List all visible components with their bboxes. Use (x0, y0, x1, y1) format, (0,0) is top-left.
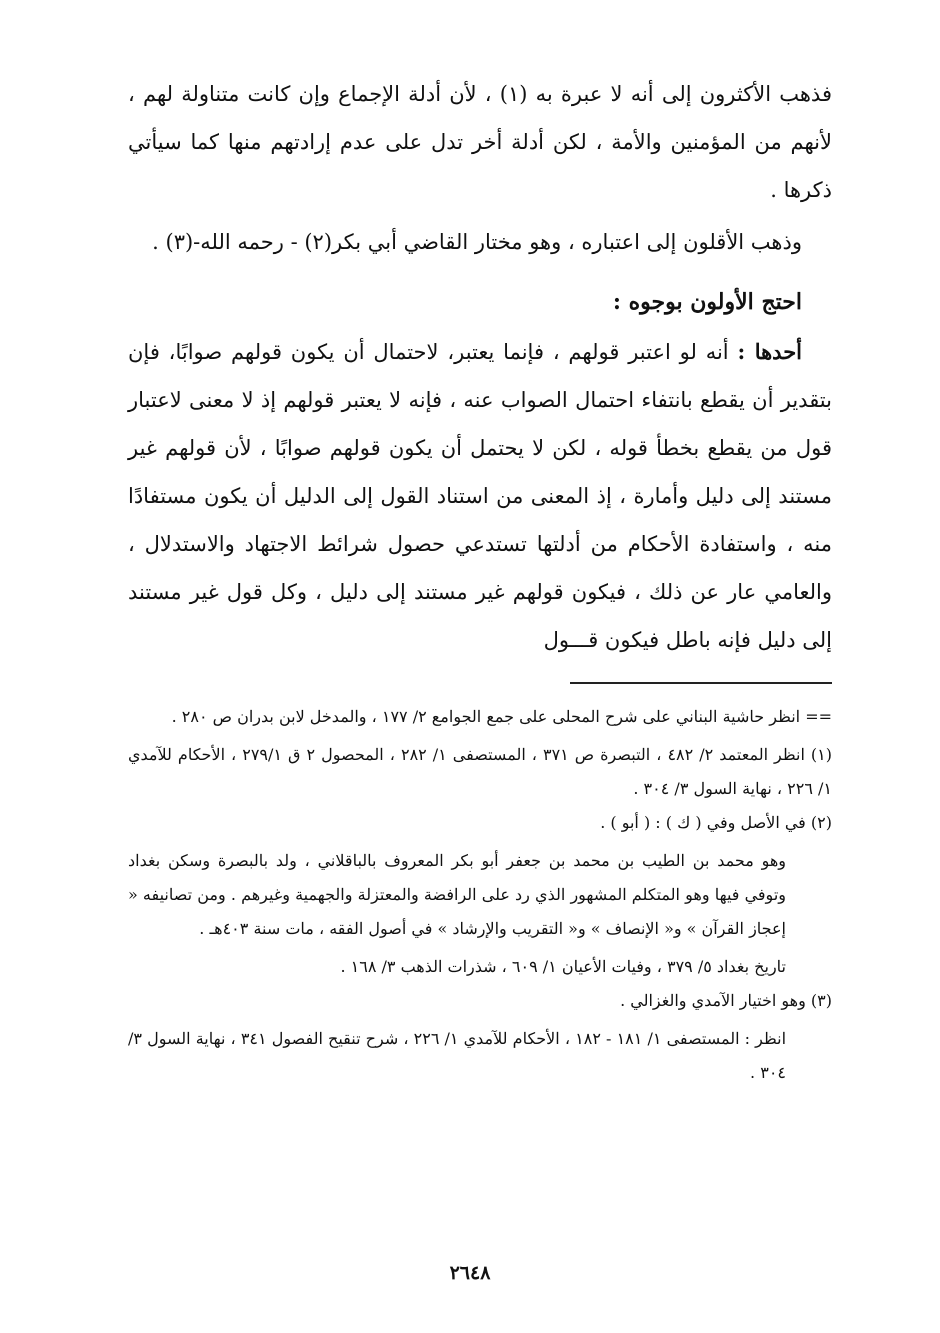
paragraph-3-body: أنه لو اعتبر قولهم ، فإنما يعتبر، لاحتمال أن يكون قولهم صوابًا، فإن بتقدير أن يقطع بانتفاء احتمال الصواب عنه ، فإنه لا يعتبر قولهم إذ لا معنى لاعتبار قول من يقطع بخطأ قوله ، لكن لا يحتمل أن يكون قولهم صوابًا ، لأن قولهم غير مستند إلى دليل وأمارة ، إذ المعنى من استناد القول إلى الدليل أن يكون مستفادًا منه ، واستفادة الأحكام من أدلتها تستدعي حصول شرائط الاجتهاد والاستدلال ، والعامي عار عن ذلك ، فيكون قولهم غير مستند إلى دليل ، وكل قول غير مستند إلى دليل فإنه باطل فيكون قـــول (128, 340, 832, 652)
paragraph-1: فذهب الأكثرون إلى أنه لا عبرة به (١) ، لأن أدلة الإجماع وإن كانت متناولة لهم ، لأنهم من المؤمنين والأمة ، لكن أدلة أخر تدل على عدم إرادتهم منها كما سيأتي ذكرها . (128, 82, 832, 202)
footnote-2-body: وهو محمد بن الطيب بن محمد بن جعفر أبو بكر المعروف بالباقلاني ، ولد بالبصرة وسكن بغداد وتوفي فيها وهو المتكلم المشهور الذي رد على الرافضة والمعتزلة والجهمية وغيرهم . ومن تصانيفه « إعجاز القرآن » و« الإنصاف » و« التقريب والإرشاد » في أصول الفقه ، مات سنة ٤٠٣هـ . (128, 851, 787, 938)
document-page (128, 70, 832, 1090)
footnote-3-ref: انظر : المستصفى ١/ ١٨١ - ١٨٢ ، الأحكام للآمدي ١/ ٢٢٦ ، شرح تنقيح الفصول ٣٤١ ، نهاية السول ٣/ ٣٠٤ . (128, 1029, 787, 1082)
paragraph-2: وذهب الأقلون إلى اعتباره ، وهو مختار القاضي أبي بكر(٢) - رحمه الله-(٣) . (152, 230, 802, 254)
footnote-2-head: (٢) في الأصل وفي ( ك ) : ( أبو ) . (600, 813, 832, 832)
page-number: ٢٦٤٨ (449, 1262, 491, 1284)
footnote-3-head: (٣) وهو اختيار الآمدي والغزالي . (620, 991, 832, 1010)
paragraph-3-lead: أحدها : (737, 339, 803, 364)
main-text (128, 70, 832, 664)
footnotes (128, 700, 832, 1090)
footnote-1: (١) انظر المعتمد ٢/ ٤٨٢ ، التبصرة ص ٣٧١ ، المستصفى ١/ ٢٨٢ ، المحصول ٢ ق ٢٧٩/١ ، الأحكام للآمدي ١/ ٢٢٦ ، نهاية السول ٣/ ٣٠٤ . (128, 745, 833, 798)
footnote-divider (570, 682, 832, 684)
section-heading: احتج الأولون بوجوه : (612, 289, 802, 315)
paragraph-3 (128, 328, 832, 664)
footnote-2-ref: تاريخ بغداد ٥/ ٣٧٩ ، وفيات الأعيان ١/ ٦٠٩ ، شذرات الذهب ٣/ ١٦٨ . (340, 957, 786, 976)
footnote-continued: == انظر حاشية البناني على شرح المحلى على جمع الجوامع ٢/ ١٧٧ ، والمدخل لابن بدران ص ٢٨٠ . (171, 707, 832, 726)
